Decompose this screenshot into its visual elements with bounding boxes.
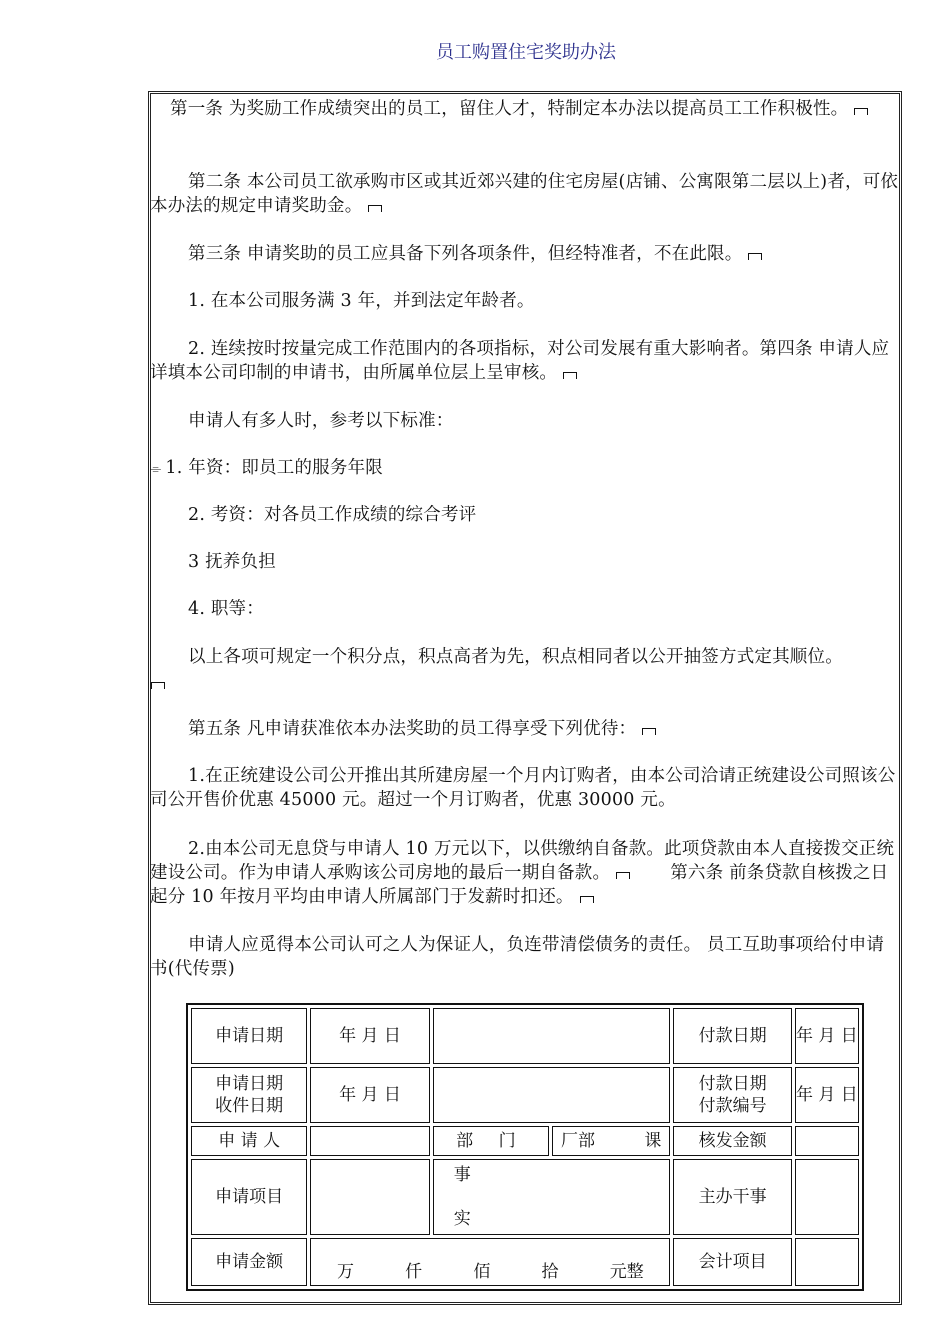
article-5-text: 第五条 凡申请获准依本办法奖助的员工得享受下列优待： — [188, 719, 637, 739]
accounting-item-label: 会计项目 — [673, 1238, 791, 1286]
payment-labels — [673, 1067, 791, 1123]
received-date-label: 收件日期 — [215, 1096, 284, 1116]
criterion-4: 4. 职等： — [188, 599, 264, 619]
article-3-text: 第三条 申请奖助的员工应具备下列各项条件，但经特准者，不在此限。 — [188, 244, 743, 264]
article-2-text: 第二条 本公司员工欲承购市区或其近郊兴建的住宅房屋(店铺、公寓限第二层以上)者，可依本办法的规定申请奖助金。 — [150, 172, 899, 216]
accounting-item-field[interactable] — [795, 1238, 859, 1286]
condition-2 — [150, 337, 900, 385]
return-mark-icon — [368, 205, 382, 212]
amount-units — [311, 1239, 669, 1285]
payment-date-field[interactable]: 年 月 日 — [795, 1067, 859, 1123]
payment-date-label: 付款日期 — [673, 1008, 791, 1064]
officer-label: 主办干事 — [673, 1159, 791, 1235]
unit-wan: 万 — [336, 1262, 354, 1282]
form-row-5 — [191, 1238, 859, 1286]
applicant-field[interactable] — [310, 1126, 429, 1156]
benefit-2 — [150, 837, 900, 909]
return-mark-icon — [151, 682, 165, 689]
unit-yuan: 元整 — [609, 1262, 644, 1282]
course-label: 课 — [644, 1131, 662, 1151]
condition-2-text: 2. 连续按时按量完成工作范围内的各项指标，对公司发展有重大影响者。第四条 申请人应详填本公司印制的申请书，由所属单位层上呈审核。 — [150, 339, 890, 383]
unit-qian: 仟 — [405, 1262, 423, 1282]
dates-label — [191, 1067, 307, 1123]
department-label: 部 门 — [433, 1126, 549, 1156]
application-item-label: 申请项目 — [191, 1159, 307, 1235]
payment-date-label: 付款日期 — [698, 1074, 767, 1094]
criterion-2: 2. 考资：对各员工作成绩的综合考评 — [188, 505, 477, 525]
application-date-label: 申请日期 — [191, 1008, 307, 1064]
approved-amount-label: 核发金额 — [673, 1126, 791, 1156]
article-1-text: 第一条 为奖励工作成绩突出的员工，留住人才，特制定本办法以提高员工工作积极性。 — [170, 99, 849, 119]
form-row-4 — [191, 1159, 859, 1235]
benefit-1: 1.在正统建设公司公开推出其所建房屋一个月内订购者，由本公司洽请正统建设公司照该公司公开售价优惠 45000 元。超过一个月订购者，优惠 30000 元。 — [150, 766, 896, 810]
payment-date-field[interactable]: 年 月 日 — [795, 1008, 859, 1064]
return-mark-icon — [854, 108, 868, 115]
blank-cell[interactable] — [433, 1008, 671, 1064]
department-field[interactable] — [552, 1126, 670, 1156]
received-date-field[interactable]: 年 月 日 — [310, 1067, 429, 1123]
return-mark-icon — [748, 253, 762, 260]
form-row-3 — [191, 1126, 859, 1156]
application-date-field[interactable]: 年 月 日 — [310, 1008, 429, 1064]
application-amount-label: 申请金额 — [191, 1238, 307, 1286]
criterion-3: 3 抚养负担 — [188, 552, 276, 572]
application-amount-field[interactable] — [310, 1238, 670, 1286]
condition-1: 1. 在本公司服务满 3 年，并到法定年龄者。 — [188, 291, 535, 311]
article-1 — [150, 97, 900, 121]
leader-mark: ⌯ — [150, 461, 162, 477]
payment-number-label: 付款编号 — [698, 1096, 767, 1116]
officer-field[interactable] — [795, 1159, 859, 1235]
application-form — [186, 1003, 864, 1291]
article-5 — [150, 717, 900, 741]
return-mark-icon — [563, 372, 577, 379]
form-row-1 — [191, 1008, 859, 1064]
form-row-2 — [191, 1067, 859, 1123]
facts-label-bottom: 实 — [453, 1209, 471, 1229]
facts-label-top: 事 — [453, 1165, 471, 1185]
criterion-1 — [150, 456, 900, 481]
article-3 — [150, 242, 900, 266]
guarantor-rule: 申请人应觅得本公司认可之人为保证人，负连带清偿债务的责任。 员工互助事项给付申请书(代传票) — [150, 935, 885, 979]
article-6-text: 第六条 前条贷款自核拨之日起分 10 年按月平均由申请人所属部门于发薪时扣还。 — [150, 863, 889, 907]
return-mark-icon — [616, 872, 630, 879]
criterion-1-text: 1. 年资：即员工的服务年限 — [165, 458, 383, 478]
facts-field[interactable] — [433, 1159, 671, 1235]
applicant-label: 申 请 人 — [191, 1126, 307, 1156]
return-mark-icon — [642, 728, 656, 735]
article-2 — [150, 170, 900, 218]
benefit-2-text: 2.由本公司无息贷与申请人 10 万元以下，以供缴纳自备款。此项贷款由本人直接拨交正统建设公司。作为申请人承购该公司房地的最后一期自备款。 — [150, 839, 895, 883]
document-title: 员工购置住宅奖助办法 — [436, 42, 616, 63]
blank-cell[interactable] — [433, 1067, 671, 1123]
return-mark-icon — [580, 896, 594, 903]
unit-shi: 拾 — [541, 1262, 559, 1282]
application-date-label: 申请日期 — [215, 1074, 284, 1094]
approved-amount-field[interactable] — [795, 1126, 859, 1156]
application-item-field[interactable] — [310, 1159, 429, 1235]
unit-bai: 佰 — [473, 1262, 491, 1282]
factory-label: 厂部 — [561, 1131, 596, 1151]
scoring-rule: 以上各项可规定一个积分点，积点高者为先，积点相同者以公开抽签方式定其顺位。 — [188, 647, 843, 667]
multiple-applicants: 申请人有多人时，参考以下标准： — [188, 411, 454, 431]
